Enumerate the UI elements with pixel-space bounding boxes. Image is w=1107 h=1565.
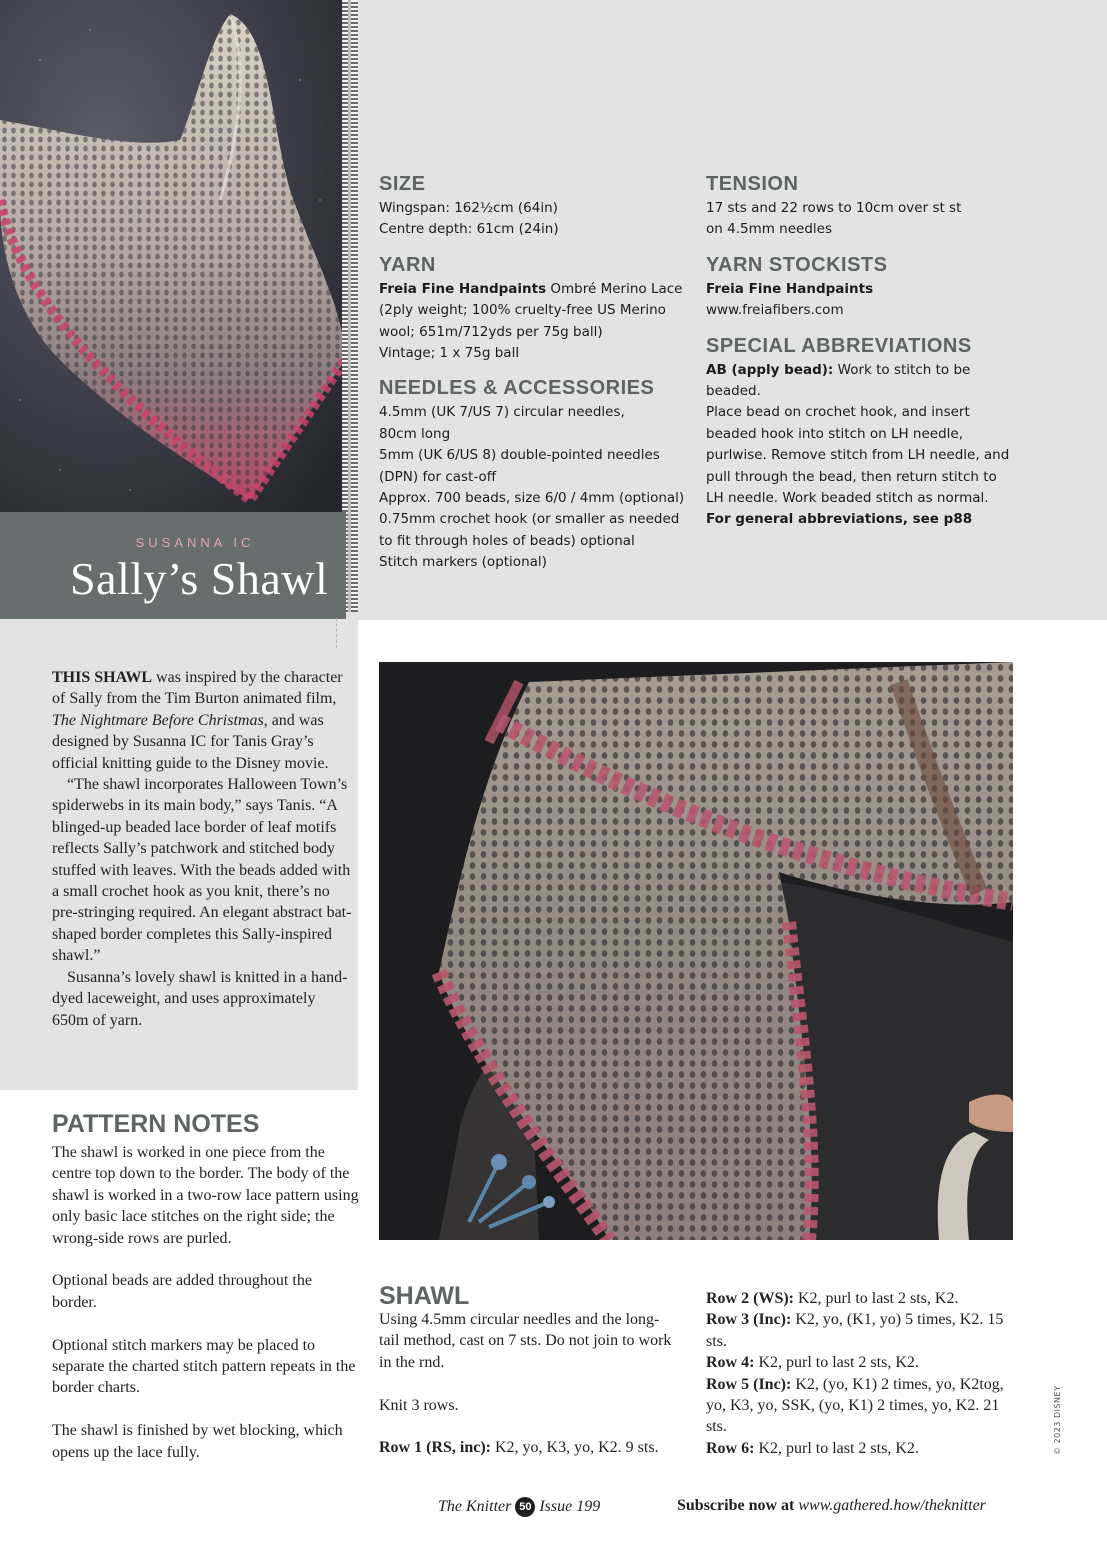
notes-paragraph: The shawl is finished by wet blocking, which opens up the lace fully. (52, 1422, 343, 1461)
intro-text-b: , and was designed by Susanna IC for Tanis Gray’s official knitting guide to the Disney movie. (52, 711, 329, 772)
abbreviation-text: Work to stitch to be beaded. (706, 361, 971, 400)
yarn-line (379, 279, 697, 300)
needles-line: Stitch markers (optional) (379, 554, 547, 571)
tension-heading: TENSION (706, 173, 799, 195)
intro-lead: THIS SHAWL (52, 669, 153, 686)
abbreviation-line (706, 360, 1024, 403)
needles-line: Approx. 700 beads, size 6/0 / 4mm (optional) (379, 490, 685, 507)
model-photo (379, 662, 1013, 1240)
specs-right-column (706, 172, 1024, 543)
size-line: Centre depth: 61cm (24in) (379, 221, 559, 238)
row-instruction (379, 1437, 679, 1458)
intro-text-a: was inspired by the character of Sally from the Tim Burton animated film, (52, 669, 343, 708)
general-abbreviations-ref (706, 509, 1024, 530)
needles-line: (DPN) for cast-off (379, 468, 497, 485)
needles-heading: NEEDLES & ACCESSORIES (379, 377, 655, 400)
yarn-block (379, 253, 697, 365)
stockist-brand-text: Freia Fine Handpaints (706, 280, 874, 297)
subscribe-label: Subscribe now at (677, 1497, 795, 1514)
needles-line: 4.5mm (UK 7/US 7) circular needles, (379, 404, 625, 421)
intro-closing: Susanna’s lovely shawl is knitted in a hand-dyed laceweight, and uses approximately 650m of yarn. (52, 968, 348, 1029)
footer-magazine (438, 1497, 600, 1517)
abbreviations-heading: SPECIAL ABBREVIATIONS (706, 334, 972, 357)
row-text: K2, yo, K3, yo, K2. 9 sts. (491, 1439, 659, 1457)
abbreviation-line: pull through the bead, then return stitch to (706, 468, 997, 485)
pattern-notes-heading: PATTERN NOTES (52, 1110, 260, 1138)
notes-paragraph: Optional stitch markers may be placed to separate the charted stitch pattern repeats in the border charts. (52, 1336, 356, 1397)
pattern-notes (52, 1108, 360, 1484)
abbreviations-block (706, 334, 1024, 531)
needles-line: 5mm (UK 6/US 8) double-pointed needles (379, 447, 660, 464)
abbreviation-line: beaded hook into stitch on LH needle, (706, 425, 964, 442)
tension-line: on 4.5mm needles (706, 221, 832, 238)
row-label: Row 5 (Inc): (706, 1375, 792, 1393)
intro-text (52, 667, 352, 1031)
needles-line: 80cm long (379, 425, 451, 442)
film-title: The Nightmare Before Christmas (52, 711, 264, 729)
yarn-line: wool; 651m/712yds per 75g ball) (379, 323, 603, 340)
copyright-notice: © 2023 DISNEY (1053, 1385, 1062, 1455)
row-label: Row 4: (706, 1354, 755, 1372)
notes-paragraph: Optional beads are added throughout the border. (52, 1272, 312, 1311)
row-text: K2, (yo, K1) 2 times, yo, K2tog, yo, K3, yo, SSK, (yo, K1) 2 times, yo, K2. 21 sts. (706, 1375, 1004, 1436)
row-label: Row 1 (RS, inc): (379, 1439, 491, 1457)
row-label: Row 6: (706, 1439, 755, 1457)
issue-number: Issue 199 (539, 1498, 601, 1515)
shawl-paragraph: Knit 3 rows. (379, 1396, 459, 1414)
intro-paragraph (52, 667, 352, 774)
row-label: Row 2 (WS): (706, 1290, 794, 1307)
magazine-name: The Knitter (438, 1498, 512, 1515)
shawl-paragraph: Using 4.5mm circular needles and the long-tail method, cast on 7 sts. Do not join to work in the rnd. (379, 1311, 672, 1371)
footer-subscribe (677, 1497, 986, 1515)
row-text: K2, purl to last 2 sts, K2. (754, 1354, 919, 1372)
page-number: 50 (515, 1497, 535, 1517)
row-instruction (706, 1438, 1016, 1459)
shawl-instructions-right (706, 1288, 1016, 1459)
shawl-heading: SHAWL (379, 1282, 470, 1310)
shawl-instructions-left (379, 1309, 679, 1480)
abbreviation-term: AB (apply bead): (706, 361, 834, 378)
hero-photo (0, 0, 346, 512)
stockists-heading: YARN STOCKISTS (706, 253, 888, 276)
designer-name: SUSANNA IC (135, 535, 255, 550)
row-label: Row 3 (Inc): (706, 1311, 792, 1329)
page-title: Sally’s Shawl (70, 553, 329, 604)
needles-line: 0.75mm crochet hook (or smaller as needed (379, 511, 680, 528)
row-text: K2, purl to last 2 sts, K2. (794, 1290, 959, 1307)
stockist-brand (706, 279, 1024, 300)
notes-paragraph: The shawl is worked in one piece from the centre top down to the border. The body of the shawl is worked in a two-row lace pattern using only basic lace stitches on the right side; the wrong-side rows are purled. (52, 1144, 359, 1247)
size-block (379, 172, 697, 241)
yarn-line: (2ply weight; 100% cruelty-free US Merino (379, 302, 666, 319)
stockists-block (706, 253, 1024, 322)
row-text: K2, yo, (K1, yo) 5 times, K2. 15 sts. (706, 1311, 1004, 1350)
abbreviation-line: LH needle. Work beaded stitch as normal. (706, 490, 989, 507)
abbreviation-line: Place bead on crochet hook, and insert (706, 404, 970, 421)
size-line: Wingspan: 162½cm (64in) (379, 200, 558, 216)
needles-line: to fit through holes of beads) optional (379, 532, 635, 549)
yarn-brand: Freia Fine Handpaints (379, 280, 547, 297)
yarn-line: Vintage; 1 x 75g ball (379, 345, 520, 362)
abbreviation-line: purlwise. Remove stitch from LH needle, and (706, 447, 1010, 464)
yarn-heading: YARN (379, 253, 436, 276)
tension-line: 17 sts and 22 rows to 10cm over st st (706, 200, 962, 216)
size-heading: SIZE (379, 173, 426, 195)
needles-block (379, 376, 697, 573)
yarn-name: Ombré Merino Lace (546, 280, 683, 297)
row-instruction (706, 1309, 1016, 1352)
row-instruction (706, 1374, 1016, 1438)
row-instruction (706, 1352, 1016, 1373)
intro-quote: “The shawl incorporates Halloween Town’s spiderwebs in its main body,” says Tanis. “A blinged-up beaded lace border of leaf motifs reflects Sally’s patchwork and stitched body stuffed with leaves. With the beads added with a small crochet hook as you knit, there’s no pre-stringing required. An elegant abstract bat-shaped border completes this Sally-inspired shawl.” (52, 776, 352, 965)
row-text: K2, purl to last 2 sts, K2. (754, 1439, 919, 1457)
subscribe-link[interactable]: www.gathered.how/theknitter (798, 1497, 986, 1514)
stockist-url: www.freiafibers.com (706, 302, 844, 319)
tension-block (706, 172, 1024, 241)
specs-left-column (379, 172, 697, 586)
general-abbreviations-text: For general abbreviations, see p88 (706, 511, 973, 528)
row-instruction (706, 1288, 1016, 1309)
dashed-divider (336, 618, 337, 648)
